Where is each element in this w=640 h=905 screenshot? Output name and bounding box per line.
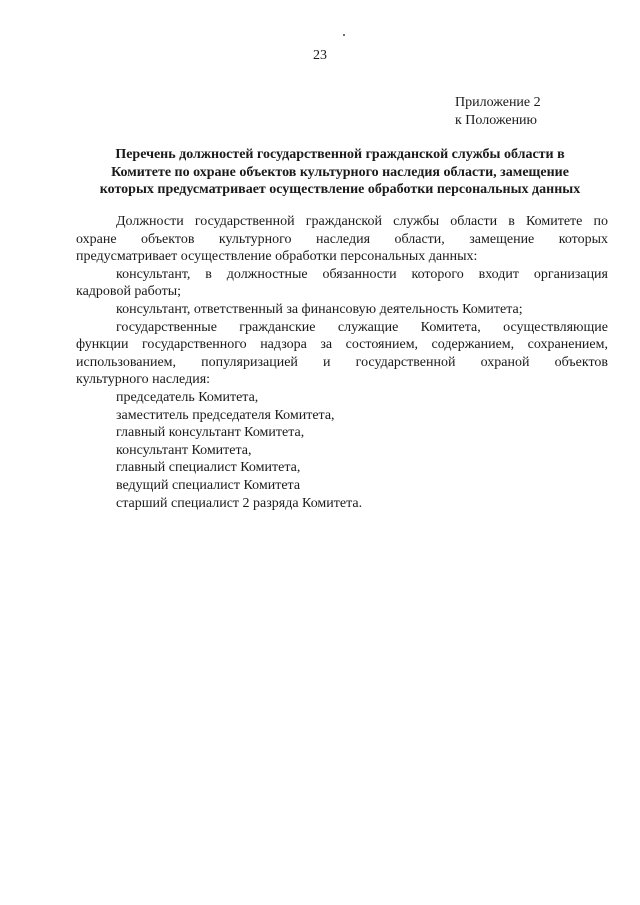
document-body (76, 213, 608, 512)
list-item: главный консультант Комитета, (116, 425, 305, 441)
list-item: старший специалист 2 разряда Комитета. (116, 495, 363, 511)
text-line: Должности государственной гражданской службы области в Комитете по (116, 214, 608, 229)
position-item (76, 266, 608, 301)
page-number: 23 (313, 48, 327, 63)
list-item: председатель Комитета, (116, 389, 259, 405)
scan-dot (343, 34, 345, 36)
text-line: консультант, ответственный за финансовую деятельность Комитета; (116, 301, 523, 317)
appendix-line: Приложение 2 (455, 95, 541, 110)
list-item: заместитель председателя Комитета, (116, 407, 335, 423)
appendix-line: к Положению (455, 113, 538, 128)
position-item (76, 319, 608, 389)
text-line: предусматривает осуществление обработки персональных данных: (76, 249, 478, 265)
document-title (70, 146, 610, 199)
list-item: главный специалист Комитета, (116, 460, 301, 476)
title-line: которых предусматривает осуществление обработки персональных данных (99, 182, 581, 197)
text-line: использованием, популяризацией и государственной охраной объектов (76, 354, 608, 370)
position-item (76, 301, 608, 319)
text-line: охране объектов культурного наследия области, замещение которых (76, 231, 608, 247)
list-item: консультант Комитета, (116, 442, 252, 458)
title-line: Комитете по охране объектов культурного наследия области, замещение (111, 164, 569, 180)
text-line: консультант, в должностные обязанности которого входит организация (116, 266, 608, 282)
text-line: культурного наследия: (76, 372, 211, 388)
appendix-note (455, 94, 541, 130)
text-line: кадровой работы; (76, 284, 181, 300)
title-line: Перечень должностей государственной гражданской службы области в (115, 147, 565, 162)
text-line: государственные гражданские служащие Комитета, осуществляющие (116, 319, 608, 335)
list-item: ведущий специалист Комитета (116, 477, 301, 493)
positions-list (116, 389, 608, 512)
text-line: функции государственного надзора за состоянием, содержанием, сохранением, (76, 337, 608, 353)
intro-paragraph (76, 213, 608, 266)
